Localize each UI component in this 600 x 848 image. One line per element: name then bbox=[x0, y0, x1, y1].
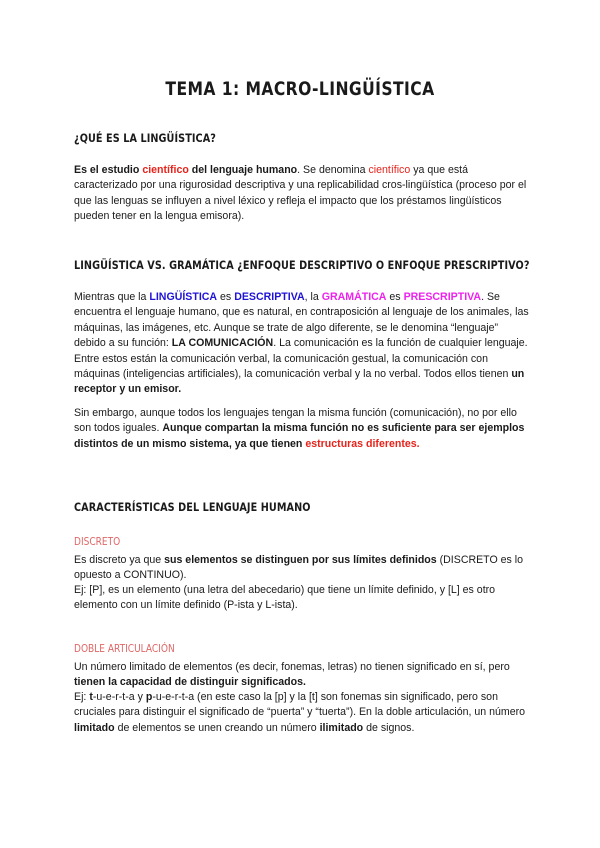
page-title: TEMA 1: MACRO-LINGÜÍSTICA bbox=[165, 78, 435, 100]
text-span: . La comunicación es la función de cualquier lenguaje. Entre estos están la comunicación verbal, la comunicación gestual, la comunicación con máquinas (inteligencias artificiales), la comunicación verbal y la no verbal. Todos ellos tienen bbox=[74, 337, 528, 381]
text-span: (DISCRETO es lo opuesto a CONTINUO). bbox=[74, 554, 524, 582]
text-span: . Se encuentra el lenguaje humano, que es natural, en contraposición al lenguaje de los animales, las máquinas, las imágenes, etc. Aunque se trate de algo diferente, se le denomina “lenguaje” debido a su función: bbox=[74, 291, 529, 350]
text-span: es bbox=[220, 291, 232, 303]
text-bold: un receptor y un emisor. bbox=[74, 368, 525, 396]
text-span: . Se denomina bbox=[297, 164, 366, 176]
text-bold: p bbox=[145, 691, 153, 703]
paragraph-definition bbox=[74, 163, 529, 225]
text-highlight-red: científico bbox=[142, 164, 189, 176]
text-highlight-blue: DESCRIPTIVA bbox=[234, 291, 305, 303]
text-bold: Aunque compartan la misma función no es suficiente para ser ejemplos distintos de un mismo sistema, ya que tienen bbox=[74, 422, 525, 450]
paragraph-discreto bbox=[74, 553, 529, 584]
text-bold: sus elementos se distinguen por sus límites definidos bbox=[164, 554, 437, 566]
text-bold: tienen la capacidad de distinguir significados. bbox=[74, 676, 306, 689]
text-bold: del lenguaje humano bbox=[191, 164, 298, 176]
text-bold: LA COMUNICACIÓN bbox=[171, 337, 274, 350]
paragraph-linguistica-gramatica bbox=[74, 290, 529, 398]
text-span: , la bbox=[304, 291, 319, 303]
subheading-discreto: DISCRETO bbox=[74, 535, 121, 548]
text-bold: t bbox=[89, 691, 93, 703]
text-highlight-blue: LINGÜÍSTICA bbox=[149, 291, 218, 303]
text-span: de signos. bbox=[366, 721, 415, 734]
text-bold: ilimitado bbox=[319, 721, 364, 734]
text-highlight-red: estructuras diferentes. bbox=[305, 437, 420, 450]
text-span: Es discreto ya que bbox=[74, 554, 162, 566]
text-span: Ej: bbox=[74, 691, 87, 703]
text-span: ya que está caracterizado por una rigurosidad descriptiva y una replicabilidad cros-lingüística (proceso por el que las lenguas se influyen a nivel léxico y refleja el impacto que los préstamos lingüísticos pueden tener en la lengua emisora). bbox=[74, 164, 527, 223]
text-bold: Es el estudio bbox=[74, 164, 140, 176]
text-span: Un número limitado de elementos (es decir, fonemas, letras) no tienen significado en sí, pero bbox=[74, 661, 510, 673]
text-span: de elementos se unen creando un número bbox=[117, 721, 317, 734]
text-span: es bbox=[389, 291, 401, 303]
text-bold: limitado bbox=[74, 721, 115, 734]
paragraph-discreto-ejemplo: Ej: [P], es un elemento (una letra del abecedario) que tiene un límite definido, y [L] es otro elemento con un límite definido (P-ista y L-ista). bbox=[74, 584, 496, 612]
text-highlight-red: científico bbox=[368, 164, 411, 176]
text-span: -u-e-r-t-a (en este caso la [p] y la [t] son fonemas sin significado, pero son cruciales para distinguir el significado de “puerta” y “tuerta”). En la doble articulación, un número bbox=[74, 691, 526, 719]
heading-que-es-linguistica: ¿QUÉ ES LA LINGÜÍSTICA? bbox=[74, 131, 216, 145]
subheading-doble-articulacion: DOBLE ARTICULACIÓN bbox=[74, 642, 175, 655]
text-highlight-magenta: GRAMÁTICA bbox=[321, 291, 387, 303]
text-span: Sin embargo, aunque todos los lenguajes tengan la misma función (comunicación), no por ello son todos iguales. bbox=[74, 407, 517, 435]
text-span: Mientras que la bbox=[74, 291, 147, 303]
heading-caracteristicas: CARACTERÍSTICAS DEL LENGUAJE HUMANO bbox=[74, 500, 311, 514]
text-highlight-magenta: PRESCRIPTIVA bbox=[403, 291, 482, 303]
heading-linguistica-vs-gramatica: LINGÜÍSTICA VS. GRAMÁTICA ¿ENFOQUE DESCRIPTIVO O ENFOQUE PRESCRIPTIVO? bbox=[74, 258, 530, 272]
paragraph-doble-articulacion-ejemplo bbox=[74, 690, 529, 736]
text-span: -u-e-r-t-a y bbox=[92, 691, 143, 703]
paragraph-sin-embargo bbox=[74, 406, 529, 452]
paragraph-doble-articulacion bbox=[74, 660, 529, 691]
